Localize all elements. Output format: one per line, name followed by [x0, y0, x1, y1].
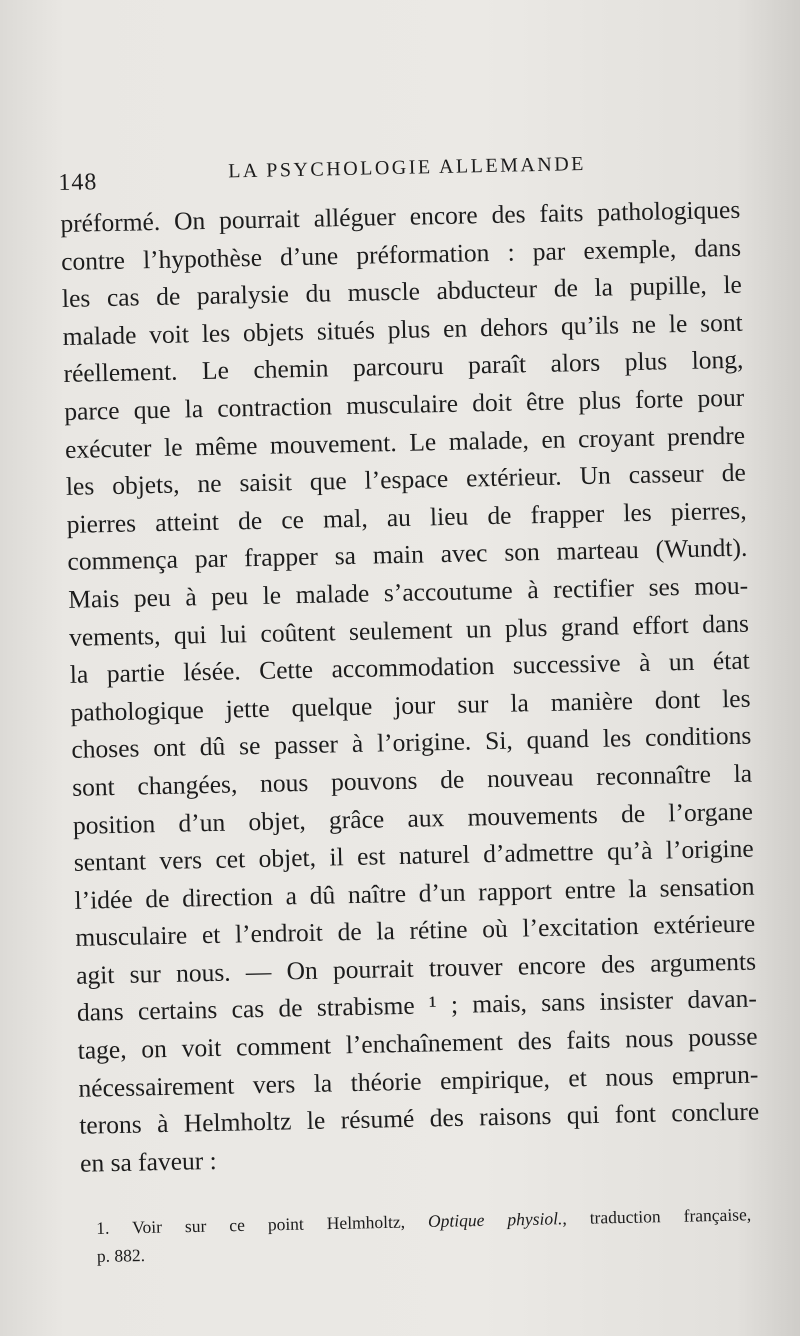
text-line: pierres atteint de ce mal, au lieu de frapper les pierres,: [66, 495, 747, 539]
body-text: [60, 191, 760, 1182]
text-line: contre l’hypothèse d’une préformation : par exemple, dans: [60, 232, 742, 276]
text-line: terons à Helmholtz le résumé des raisons qui font conclure: [78, 1096, 760, 1141]
footnote-text: , traduction française,: [562, 1204, 752, 1229]
text-line: commença par frapper sa main avec son marteau (Wundt).: [67, 533, 748, 577]
text-line: Mais peu à peu le malade s’accoutume à rectifier ses mou-: [67, 570, 749, 614]
text-line: agit sur nous. — On pourrait trouver encore des arguments: [75, 946, 757, 990]
text-line: dans certains cas de strabisme ¹ ; mais, sans insister davan-: [76, 984, 758, 1028]
footnote-citation-title: Optique physiol.: [427, 1208, 563, 1232]
footnote-line: p. 882.: [96, 1244, 146, 1266]
text-line: nécessairement vers la théorie empirique, et nous emprun-: [78, 1059, 759, 1103]
page-header: [58, 150, 748, 196]
text-line: vements, qui lui coûtent seulement un plus grand effort dans: [68, 608, 750, 652]
footnote: [96, 1200, 752, 1270]
text-line: position d’un objet, grâce aux mouvements de l’organe: [72, 796, 754, 840]
page-number: 148: [58, 169, 98, 196]
text-line: choses ont dû se passer à l’origine. Si, quand les conditions: [71, 720, 752, 765]
text-line: exécuter le même mouvement. Le malade, en croyant prendre: [64, 420, 746, 464]
text-line: en sa faveur :: [79, 1145, 217, 1178]
text-line: sentant vers cet objet, il est naturel d’admettre qu’à l’origine: [73, 833, 754, 877]
text-line: tage, on voit comment l’enchaînement des faits nous pousse: [77, 1021, 758, 1065]
text-line: les objets, ne saisit que l’espace extérieur. Un casseur de: [65, 457, 747, 502]
text-line: parce que la contraction musculaire doit être plus forte pour: [64, 382, 745, 426]
text-line: préformé. On pourrait alléguer encore des faits pathologiques: [60, 194, 741, 238]
text-line: la partie lésée. Cette accommodation successive à un état: [69, 645, 750, 690]
footnote-text: 1. Voir sur ce point Helmholtz,: [96, 1211, 429, 1238]
running-title: LA PSYCHOLOGIE ALLEMANDE: [227, 152, 587, 183]
text-line: musculaire et l’endroit de la rétine où l’excitation extérieure: [75, 908, 756, 953]
text-line: réellement. Le chemin parcouru paraît alors plus long,: [63, 345, 744, 389]
text-line: l’idée de direction a dû naître d’un rapport entre la sensation: [74, 871, 755, 915]
text-line: pathologique jette quelque jour sur la manière dont les: [70, 683, 751, 727]
text-line: les cas de paralysie du muscle abducteur de la pupille, le: [61, 269, 743, 314]
text-line: malade voit les objets situés plus en dehors qu’ils ne le sont: [62, 307, 743, 351]
text-line: sont changées, nous pouvons de nouveau reconnaître la: [71, 758, 753, 802]
